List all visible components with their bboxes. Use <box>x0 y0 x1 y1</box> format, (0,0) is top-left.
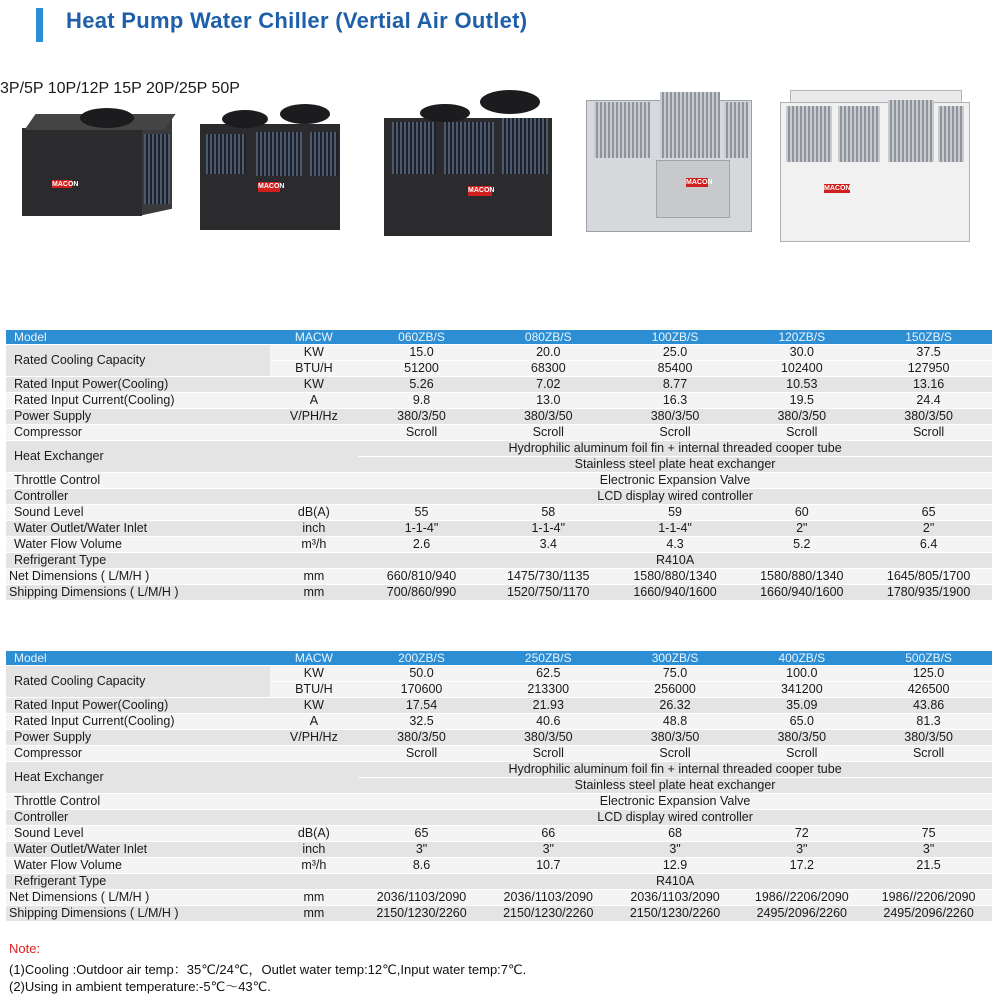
unit-cell: BTU/H <box>270 682 359 698</box>
table-row <box>6 858 992 874</box>
row-label: Throttle Control <box>6 473 270 489</box>
header-cell: 500ZB/S <box>865 651 992 666</box>
table-row <box>6 569 992 585</box>
value-cell: 1580/880/1340 <box>738 569 865 585</box>
table-row <box>6 553 992 569</box>
unit-label-50p: 50P <box>211 80 240 97</box>
unit-cell: KW <box>270 666 359 682</box>
value-cell: 170600 <box>358 682 485 698</box>
table-row <box>6 746 992 762</box>
value-cell: 62.5 <box>485 666 612 682</box>
value-cell: 380/3/50 <box>865 730 992 746</box>
unit-image-10p <box>200 102 350 232</box>
value-cell: LCD display wired controller <box>358 810 992 826</box>
macon-logo: MACON <box>468 187 495 194</box>
unit-cell: KW <box>270 377 359 393</box>
note-line-2: (2)Using in ambient temperature:-5℃～43℃. <box>9 979 271 994</box>
unit-cell: A <box>270 714 359 730</box>
value-cell: 1986//2206/2090 <box>738 890 865 906</box>
value-cell: 3" <box>485 842 612 858</box>
value-cell: 75 <box>865 826 992 842</box>
value-cell: 1780/935/1900 <box>865 585 992 601</box>
value-cell: Scroll <box>612 746 739 762</box>
value-cell: 48.8 <box>612 714 739 730</box>
unit-cell <box>270 794 359 810</box>
unit-label-20p: 20P/25P <box>145 80 208 97</box>
unit-cell: mm <box>270 906 359 922</box>
value-cell: 17.54 <box>358 698 485 714</box>
value-cell: 380/3/50 <box>612 409 739 425</box>
value-cell: 2495/2096/2260 <box>738 906 865 922</box>
row-label: Power Supply <box>6 409 270 425</box>
unit-cell: dB(A) <box>270 826 359 842</box>
value-cell: LCD display wired controller <box>358 489 992 505</box>
value-cell: 1-1-4" <box>612 521 739 537</box>
value-cell: 40.6 <box>485 714 612 730</box>
unit-cell <box>270 810 359 826</box>
macon-logo: MACON <box>52 181 79 188</box>
value-cell: 3" <box>358 842 485 858</box>
value-cell: 380/3/50 <box>738 730 865 746</box>
value-cell: 2" <box>738 521 865 537</box>
table-row <box>6 521 992 537</box>
note-line-1: (1)Cooling :Outdoor air temp：35℃/24℃，Outlet water temp:12℃,Input water temp:7℃. <box>9 962 527 977</box>
value-cell: 341200 <box>738 682 865 698</box>
value-cell: 19.5 <box>738 393 865 409</box>
table-header-row <box>6 330 992 345</box>
macon-logo: MACON <box>824 185 851 192</box>
value-cell: 16.3 <box>612 393 739 409</box>
header-cell: 400ZB/S <box>738 651 865 666</box>
value-cell: 426500 <box>865 682 992 698</box>
unit-cell: KW <box>270 698 359 714</box>
value-cell: 2" <box>865 521 992 537</box>
value-cell: 1-1-4" <box>358 521 485 537</box>
spec-table-1 <box>6 330 992 601</box>
value-cell: 5.2 <box>738 537 865 553</box>
value-cell: 12.9 <box>612 858 739 874</box>
value-cell: 700/860/990 <box>358 585 485 601</box>
value-cell: Scroll <box>358 425 485 441</box>
value-cell: 81.3 <box>865 714 992 730</box>
value-cell: 1645/805/1700 <box>865 569 992 585</box>
header-cell: 060ZB/S <box>358 330 485 345</box>
value-cell: 50.0 <box>358 666 485 682</box>
unit-cell: V/PH/Hz <box>270 730 359 746</box>
page-title: Heat Pump Water Chiller (Vertial Air Outlet) <box>66 8 528 33</box>
unit-cell <box>270 762 359 794</box>
unit-cell: m³/h <box>270 537 359 553</box>
value-cell: 3" <box>738 842 865 858</box>
value-cell: 25.0 <box>612 345 739 361</box>
row-label: Controller <box>6 810 270 826</box>
value-cell: 125.0 <box>865 666 992 682</box>
value-cell: 65 <box>358 826 485 842</box>
unit-cell: mm <box>270 890 359 906</box>
value-cell: 10.7 <box>485 858 612 874</box>
row-label: Net Dimensions ( L/M/H ) <box>6 569 270 585</box>
value-cell: Hydrophilic aluminum foil fin + internal threaded cooper tube <box>358 762 992 778</box>
table-row <box>6 666 992 682</box>
unit-cell <box>270 874 359 890</box>
row-label: Refrigerant Type <box>6 874 270 890</box>
value-cell: 380/3/50 <box>865 409 992 425</box>
header-cell: 150ZB/S <box>865 330 992 345</box>
value-cell: 3.4 <box>485 537 612 553</box>
note-title: Note: <box>9 941 41 956</box>
value-cell: 60 <box>738 505 865 521</box>
value-cell: 8.77 <box>612 377 739 393</box>
value-cell: 32.5 <box>358 714 485 730</box>
table-row <box>6 425 992 441</box>
row-label: Water Outlet/Water Inlet <box>6 521 270 537</box>
table-row <box>6 409 992 425</box>
value-cell: 35.09 <box>738 698 865 714</box>
table-row <box>6 537 992 553</box>
header-cell: MACW <box>270 330 359 345</box>
row-label: Rated Input Current(Cooling) <box>6 393 270 409</box>
value-cell: 13.0 <box>485 393 612 409</box>
table-row <box>6 842 992 858</box>
value-cell: 660/810/940 <box>358 569 485 585</box>
value-cell: 65 <box>865 505 992 521</box>
value-cell: 380/3/50 <box>485 730 612 746</box>
table-row <box>6 714 992 730</box>
table-row <box>6 698 992 714</box>
table-row <box>6 906 992 922</box>
row-label: Controller <box>6 489 270 505</box>
unit-cell <box>270 553 359 569</box>
table-row <box>6 826 992 842</box>
value-cell: Electronic Expansion Valve <box>358 473 992 489</box>
unit-image-20p <box>586 82 752 232</box>
row-label: Water Flow Volume <box>6 537 270 553</box>
value-cell: 1475/730/1135 <box>485 569 612 585</box>
value-cell: 1986//2206/2090 <box>865 890 992 906</box>
row-label: Compressor <box>6 746 270 762</box>
value-cell: 1660/940/1600 <box>612 585 739 601</box>
header-cell: MACW <box>270 651 359 666</box>
unit-label-15p: 15P <box>113 80 142 97</box>
value-cell: 1520/750/1170 <box>485 585 612 601</box>
value-cell: 17.2 <box>738 858 865 874</box>
table-row <box>6 489 992 505</box>
value-cell: 21.93 <box>485 698 612 714</box>
value-cell: 4.3 <box>612 537 739 553</box>
value-cell: 2150/1230/2260 <box>612 906 739 922</box>
value-cell: 43.86 <box>865 698 992 714</box>
table-row <box>6 505 992 521</box>
value-cell: Scroll <box>738 746 865 762</box>
row-label: Throttle Control <box>6 794 270 810</box>
value-cell: Scroll <box>738 425 865 441</box>
value-cell: 24.4 <box>865 393 992 409</box>
value-cell: Scroll <box>485 425 612 441</box>
unit-cell: m³/h <box>270 858 359 874</box>
value-cell: Scroll <box>865 746 992 762</box>
table-row <box>6 441 992 457</box>
value-cell: 6.4 <box>865 537 992 553</box>
value-cell: Scroll <box>485 746 612 762</box>
row-label: Power Supply <box>6 730 270 746</box>
row-label: Rated Input Power(Cooling) <box>6 377 270 393</box>
unit-cell: KW <box>270 345 359 361</box>
unit-image-50p <box>780 82 970 242</box>
value-cell: 380/3/50 <box>358 409 485 425</box>
value-cell: 26.32 <box>612 698 739 714</box>
value-cell: Stainless steel plate heat exchanger <box>358 457 992 473</box>
value-cell: 2036/1103/2090 <box>358 890 485 906</box>
value-cell: 10.53 <box>738 377 865 393</box>
value-cell: 75.0 <box>612 666 739 682</box>
row-label: Rated Cooling Capacity <box>6 666 270 698</box>
unit-cell <box>270 489 359 505</box>
row-label: Water Flow Volume <box>6 858 270 874</box>
value-cell: 1580/880/1340 <box>612 569 739 585</box>
row-label: Water Outlet/Water Inlet <box>6 842 270 858</box>
value-cell: 127950 <box>865 361 992 377</box>
header-cell: 200ZB/S <box>358 651 485 666</box>
value-cell: 58 <box>485 505 612 521</box>
unit-cell: BTU/H <box>270 361 359 377</box>
value-cell: 3" <box>865 842 992 858</box>
table-row <box>6 345 992 361</box>
header-cell: 250ZB/S <box>485 651 612 666</box>
table-row <box>6 874 992 890</box>
value-cell: 1-1-4" <box>485 521 612 537</box>
row-label: Compressor <box>6 425 270 441</box>
value-cell: 2.6 <box>358 537 485 553</box>
value-cell: Hydrophilic aluminum foil fin + internal threaded cooper tube <box>358 441 992 457</box>
unit-cell <box>270 473 359 489</box>
product-gallery <box>0 80 1000 290</box>
title-accent-bar <box>36 8 43 42</box>
unit-image-15p <box>384 88 554 238</box>
row-label: Rated Input Power(Cooling) <box>6 698 270 714</box>
unit-cell <box>270 425 359 441</box>
value-cell: 15.0 <box>358 345 485 361</box>
table-row <box>6 585 992 601</box>
unit-cell: dB(A) <box>270 505 359 521</box>
unit-cell <box>270 441 359 473</box>
value-cell: 68300 <box>485 361 612 377</box>
row-label: Net Dimensions ( L/M/H ) <box>6 890 270 906</box>
spec-table-2 <box>6 651 992 922</box>
value-cell: 55 <box>358 505 485 521</box>
table-row <box>6 377 992 393</box>
value-cell: 102400 <box>738 361 865 377</box>
value-cell: 9.8 <box>358 393 485 409</box>
value-cell: 85400 <box>612 361 739 377</box>
value-cell: 68 <box>612 826 739 842</box>
unit-cell: inch <box>270 521 359 537</box>
table-row <box>6 794 992 810</box>
value-cell: 65.0 <box>738 714 865 730</box>
table-row <box>6 393 992 409</box>
value-cell: 7.02 <box>485 377 612 393</box>
row-label: Heat Exchanger <box>6 441 270 473</box>
value-cell: 213300 <box>485 682 612 698</box>
row-label: Heat Exchanger <box>6 762 270 794</box>
row-label: Shipping Dimensions ( L/M/H ) <box>6 585 270 601</box>
unit-cell: A <box>270 393 359 409</box>
value-cell: 2495/2096/2260 <box>865 906 992 922</box>
value-cell: 13.16 <box>865 377 992 393</box>
value-cell: 1660/940/1600 <box>738 585 865 601</box>
value-cell: Scroll <box>865 425 992 441</box>
value-cell: Stainless steel plate heat exchanger <box>358 778 992 794</box>
value-cell: 21.5 <box>865 858 992 874</box>
unit-label-10p: 10P/12P <box>47 80 109 97</box>
value-cell: 2150/1230/2260 <box>358 906 485 922</box>
table-row <box>6 473 992 489</box>
value-cell: 3" <box>612 842 739 858</box>
header-cell: Model <box>6 651 270 666</box>
value-cell: Electronic Expansion Valve <box>358 794 992 810</box>
value-cell: 380/3/50 <box>738 409 865 425</box>
table-row <box>6 890 992 906</box>
unit-cell: inch <box>270 842 359 858</box>
value-cell: Scroll <box>612 425 739 441</box>
value-cell: 37.5 <box>865 345 992 361</box>
header-cell: 300ZB/S <box>612 651 739 666</box>
row-label: Shipping Dimensions ( L/M/H ) <box>6 906 270 922</box>
value-cell: 100.0 <box>738 666 865 682</box>
table-header-row <box>6 651 992 666</box>
unit-cell <box>270 746 359 762</box>
unit-cell: V/PH/Hz <box>270 409 359 425</box>
unit-cell: mm <box>270 585 359 601</box>
value-cell: Scroll <box>358 746 485 762</box>
row-label: Refrigerant Type <box>6 553 270 569</box>
value-cell: 5.26 <box>358 377 485 393</box>
value-cell: 380/3/50 <box>485 409 612 425</box>
macon-logo: MACON <box>258 183 285 190</box>
value-cell: 256000 <box>612 682 739 698</box>
header-cell: 100ZB/S <box>612 330 739 345</box>
unit-image-3p <box>22 108 172 218</box>
value-cell: 30.0 <box>738 345 865 361</box>
value-cell: 380/3/50 <box>612 730 739 746</box>
table-row <box>6 762 992 778</box>
macon-logo: MACON <box>686 179 713 186</box>
row-label: Sound Level <box>6 826 270 842</box>
value-cell: 20.0 <box>485 345 612 361</box>
value-cell: 59 <box>612 505 739 521</box>
table-row <box>6 730 992 746</box>
row-label: Rated Cooling Capacity <box>6 345 270 377</box>
header-cell: Model <box>6 330 270 345</box>
value-cell: 72 <box>738 826 865 842</box>
row-label: Sound Level <box>6 505 270 521</box>
value-cell: 66 <box>485 826 612 842</box>
value-cell: R410A <box>358 553 992 569</box>
value-cell: 380/3/50 <box>358 730 485 746</box>
value-cell: 51200 <box>358 361 485 377</box>
unit-cell: mm <box>270 569 359 585</box>
unit-label-3p: 3P/5P <box>0 80 44 97</box>
header-cell: 080ZB/S <box>485 330 612 345</box>
value-cell: R410A <box>358 874 992 890</box>
table-row <box>6 810 992 826</box>
value-cell: 2036/1103/2090 <box>485 890 612 906</box>
value-cell: 2150/1230/2260 <box>485 906 612 922</box>
row-label: Rated Input Current(Cooling) <box>6 714 270 730</box>
header-cell: 120ZB/S <box>738 330 865 345</box>
value-cell: 2036/1103/2090 <box>612 890 739 906</box>
value-cell: 8.6 <box>358 858 485 874</box>
